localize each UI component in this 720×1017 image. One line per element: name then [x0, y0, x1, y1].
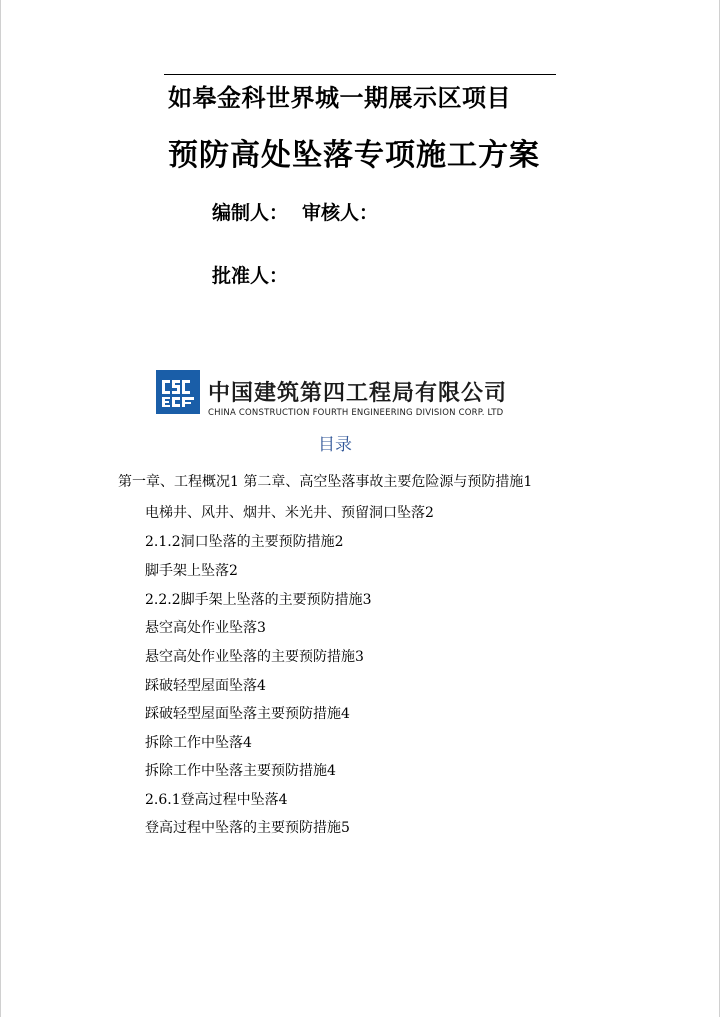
toc-item[interactable]: 踩破轻型屋面坠落4 — [145, 678, 266, 694]
compiler-label: 编制人： — [212, 202, 289, 224]
project-name: 如皋金科世界城一期展示区项目 — [168, 84, 511, 112]
header-rule — [164, 74, 556, 75]
approver-label: 批准人： — [212, 265, 289, 287]
company-name-cn: 中国建筑第四工程局有限公司 — [208, 381, 508, 406]
toc-item[interactable]: 拆除工作中坠落4 — [145, 735, 252, 751]
toc-item[interactable]: 2.2.2脚手架上坠落的主要预防措施3 — [145, 592, 372, 608]
toc-item[interactable]: 踩破轻型屋面坠落主要预防措施4 — [145, 706, 350, 722]
toc-item[interactable]: 悬空高处作业坠落的主要预防措施3 — [145, 649, 364, 665]
cscec-logo-icon — [156, 370, 200, 414]
company-name-en: CHINA CONSTRUCTION FOURTH ENGINEERING DIVISION CORP. LTD — [208, 408, 504, 418]
toc-heading: 目录 — [318, 435, 352, 455]
toc-item[interactable]: 登高过程中坠落的主要预防措施5 — [145, 820, 350, 836]
reviewer-label: 审核人： — [302, 202, 379, 224]
toc-first-line[interactable]: 第一章、工程概况1 第二章、高空坠落事故主要危险源与预防措施1 — [118, 474, 533, 490]
toc-item[interactable]: 2.1.2洞口坠落的主要预防措施2 — [145, 534, 344, 550]
company-logo — [156, 370, 536, 420]
toc-item[interactable]: 拆除工作中坠落主要预防措施4 — [145, 763, 336, 779]
toc-item[interactable]: 电梯井、风井、烟井、米光井、预留洞口坠落2 — [145, 505, 434, 521]
toc-item[interactable]: 脚手架上坠落2 — [145, 563, 238, 579]
plan-title: 预防高处坠落专项施工方案 — [168, 138, 540, 173]
toc-item[interactable]: 2.6.1登高过程中坠落4 — [145, 792, 288, 808]
toc-item[interactable]: 悬空高处作业坠落3 — [145, 620, 266, 636]
page-border-left — [0, 0, 1, 1017]
